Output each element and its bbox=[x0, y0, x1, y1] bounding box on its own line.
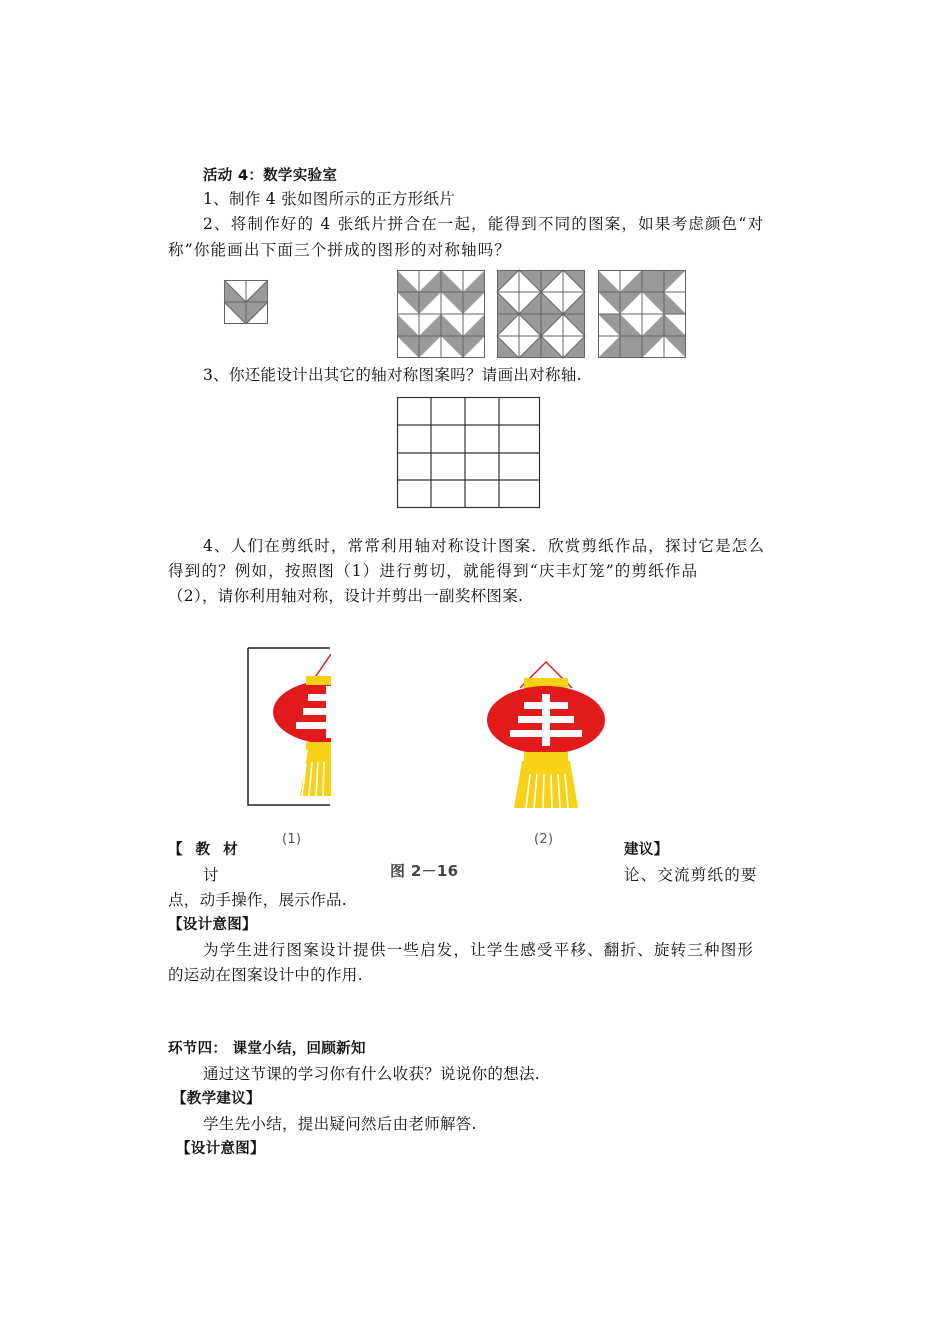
step-4-text-line-1: 4、人们在剪纸时，常常利用轴对称设计图案．欣赏剪纸作品，探讨它是怎么 bbox=[203, 537, 766, 555]
activity-title: 活动 4：数学实验室 bbox=[203, 168, 338, 184]
section-4-suggestion-text: 学生先小结，提出疑问然后由老师解答. bbox=[203, 1115, 477, 1133]
section-4-title: 环节四： 课堂小结，回顾新知 bbox=[168, 1041, 366, 1057]
teaching-suggestion-heading-right: 建议】 bbox=[624, 842, 669, 858]
single-tile-figure bbox=[224, 280, 268, 324]
step-3-text: 3、你还能设计出其它的轴对称图案吗？请画出对称轴. bbox=[203, 366, 582, 384]
design-intent-line-2: 的运动在图案设计中的作用. bbox=[168, 966, 363, 984]
pattern-1-figure bbox=[397, 270, 485, 358]
empty-design-grid bbox=[397, 397, 541, 509]
step-1-text: 1、制作 4 张如图所示的正方形纸片 bbox=[203, 190, 455, 208]
figure-label: 图 2－16 bbox=[390, 862, 459, 880]
teaching-suggestion-heading-left: 【 教 材 bbox=[168, 842, 242, 858]
step-2-text-line-1: 2、将制作好的 4 张纸片拼合在一起，能得到不同的图案，如果考虑颜色“对 bbox=[203, 215, 765, 233]
caption-2: (2) bbox=[534, 832, 554, 847]
teaching-suggestion-line-2: 点，动手操作，展示作品. bbox=[168, 891, 348, 909]
step-4-text-line-3: （2），请你利用轴对称，设计并剪出一副奖杯图案. bbox=[168, 587, 524, 605]
half-lantern-figure bbox=[246, 646, 336, 808]
design-intent-heading: 【设计意图】 bbox=[168, 917, 257, 933]
pattern-2-figure bbox=[497, 270, 585, 358]
design-intent-line-1: 为学生进行图案设计提供一些启发，让学生感受平移、翻折、旋转三种图形 bbox=[203, 941, 755, 959]
section-4-question: 通过这节课的学习你有什么收获？说说你的想法. bbox=[203, 1065, 541, 1083]
full-lantern-figure bbox=[486, 660, 606, 810]
teaching-suggestion-line-1-left: 讨 bbox=[203, 866, 219, 884]
section-4-suggestion-heading: 【教学建议】 bbox=[172, 1091, 261, 1107]
step-4-text-line-2: 得到的？例如，按照图（1）进行剪切，就能得到“庆丰灯笼”的剪纸作品 bbox=[168, 562, 699, 580]
step-2-text-line-2: 称”你能画出下面三个拼成的图形的对称轴吗？ bbox=[168, 241, 512, 259]
teaching-suggestion-line-1-right: 论、交流剪纸的要 bbox=[624, 866, 758, 884]
pattern-3-figure bbox=[598, 270, 686, 358]
caption-1: (1) bbox=[282, 832, 302, 847]
section-4-intent-heading: 【设计意图】 bbox=[176, 1141, 265, 1157]
